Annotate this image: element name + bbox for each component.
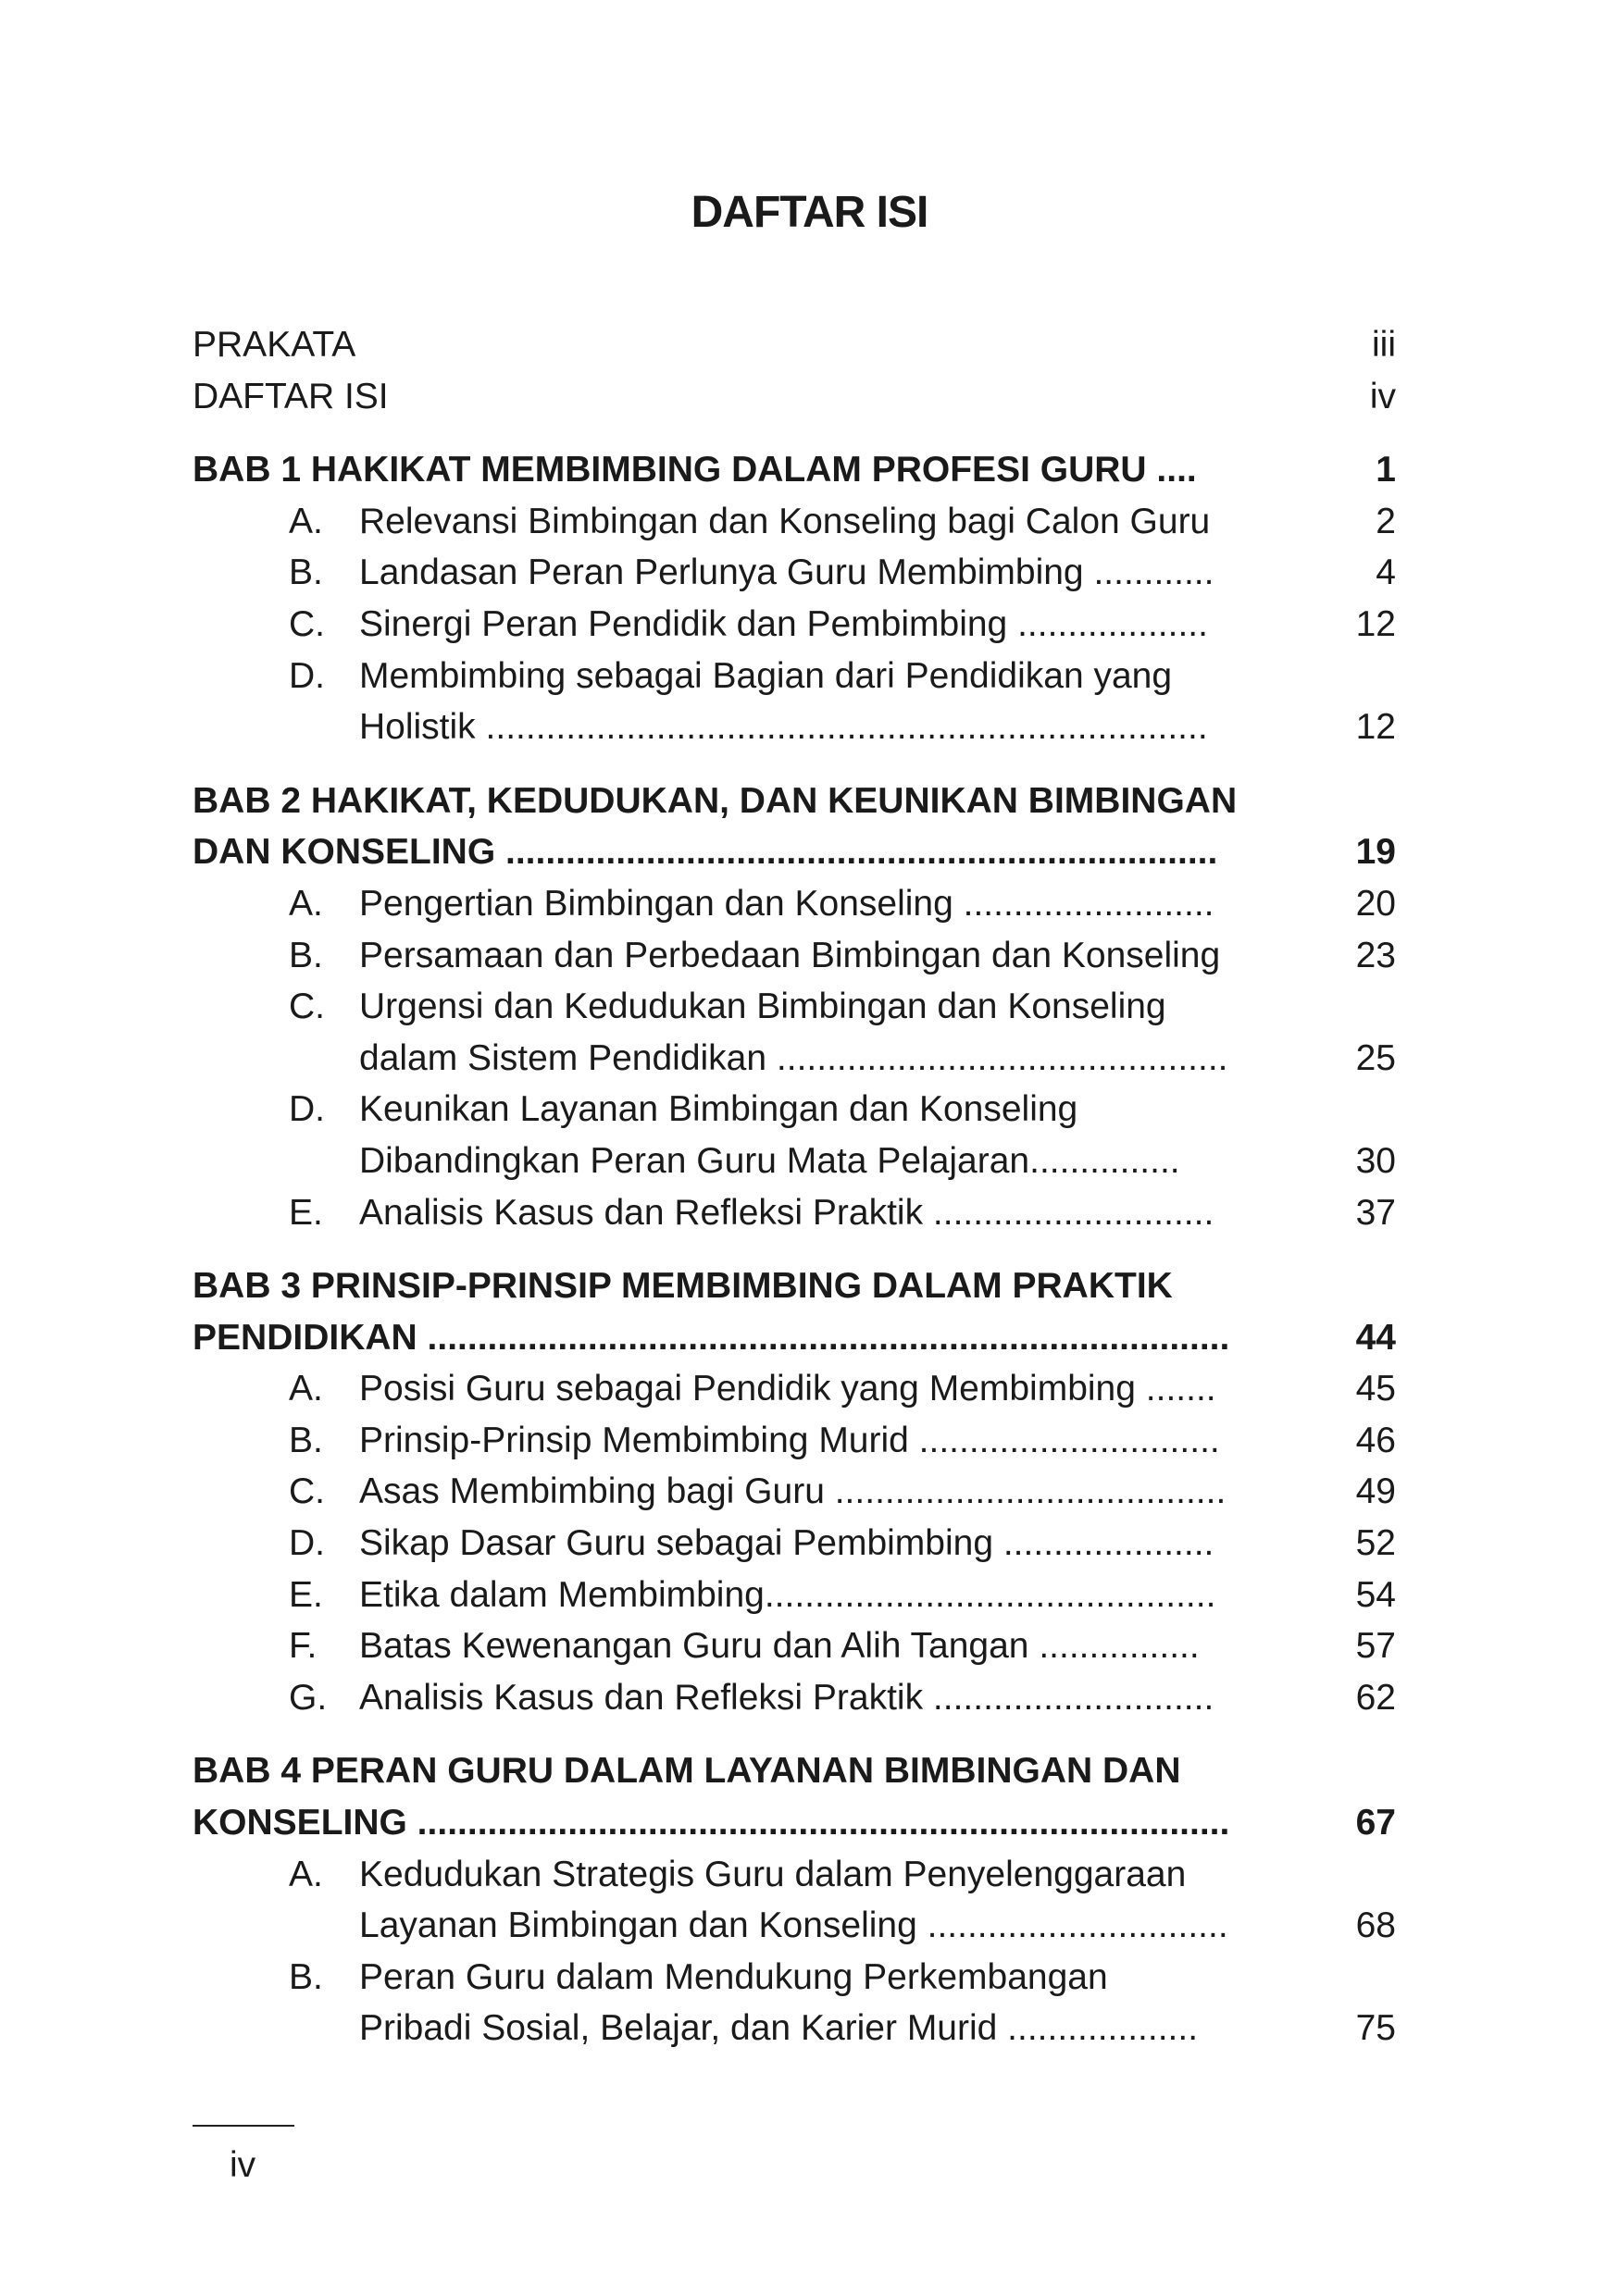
item-letter: D. bbox=[289, 1523, 325, 1564]
item-letter: C. bbox=[289, 1471, 325, 1512]
toc-page-number: 20 bbox=[1355, 883, 1396, 924]
item-letter: A. bbox=[289, 501, 323, 541]
chapter-title-text: BAB 4 PERAN GURU DALAM LAYANAN BIMBINGAN DAN bbox=[193, 1751, 1181, 1792]
toc-page-number: 68 bbox=[1355, 1905, 1396, 1946]
toc-item-line bbox=[193, 1518, 1396, 1570]
toc-entry-front bbox=[193, 319, 1396, 371]
chapter-title-text: PENDIDIKAN ................................................................................ bbox=[193, 1317, 1230, 1358]
toc-entry-text: PRAKATA bbox=[193, 325, 356, 365]
toc-page-number: 46 bbox=[1355, 1420, 1396, 1460]
item-letter: B. bbox=[289, 1420, 323, 1460]
toc-chapter-line bbox=[193, 1312, 1396, 1364]
item-title-text: Sinergi Peran Pendidik dan Pembimbing ................... bbox=[359, 603, 1208, 644]
toc-entry-text: DAFTAR ISI bbox=[193, 376, 389, 416]
toc-page-number: 30 bbox=[1355, 1140, 1396, 1181]
item-letter: F. bbox=[289, 1626, 318, 1667]
toc-page-number: 4 bbox=[1376, 552, 1396, 593]
toc-item-line bbox=[193, 981, 1396, 1033]
toc-item-line bbox=[193, 1363, 1396, 1415]
toc-page-number: iv bbox=[1369, 376, 1396, 416]
item-title-text: Holistik ........................................................................ bbox=[359, 707, 1208, 748]
toc-item-line bbox=[193, 1187, 1396, 1239]
chapter-title-text: DAN KONSELING ....................................................................... bbox=[193, 832, 1218, 873]
toc-entry-front bbox=[193, 371, 1396, 423]
toc-item-line bbox=[193, 1084, 1396, 1136]
item-letter: D. bbox=[289, 655, 325, 696]
chapter-title-text: BAB 2 HAKIKAT, KEDUDUKAN, DAN KEUNIKAN BIMBINGAN bbox=[193, 780, 1238, 821]
footer-page-number: iv bbox=[230, 2145, 256, 2185]
toc-item-line bbox=[193, 701, 1396, 753]
toc-page-number: 75 bbox=[1355, 2008, 1396, 2049]
toc-item-line bbox=[193, 599, 1396, 651]
toc-item-line bbox=[193, 651, 1396, 702]
toc-item-line bbox=[193, 878, 1396, 930]
toc-page-number: 52 bbox=[1355, 1523, 1396, 1564]
item-letter: C. bbox=[289, 603, 325, 644]
chapter-title-text: KONSELING ................................................................................. bbox=[193, 1803, 1230, 1843]
toc-page-number: 49 bbox=[1355, 1471, 1396, 1512]
item-title-text: Sikap Dasar Guru sebagai Pembimbing ..................... bbox=[359, 1523, 1214, 1564]
item-title-text: Membimbing sebagai Bagian dari Pendidikan yang bbox=[359, 655, 1173, 696]
item-title-text: Urgensi dan Kedudukan Bimbingan dan Konseling bbox=[359, 987, 1166, 1027]
item-title-text: Etika dalam Membimbing............................................. bbox=[359, 1574, 1216, 1615]
item-title-text: Landasan Peran Perlunya Guru Membimbing ............ bbox=[359, 552, 1214, 593]
toc-item-line bbox=[193, 547, 1396, 599]
item-letter: D. bbox=[289, 1089, 325, 1130]
toc-item-line bbox=[193, 930, 1396, 982]
toc-item-line bbox=[193, 1136, 1396, 1187]
toc-page-number: 19 bbox=[1355, 832, 1396, 873]
item-title-text: dalam Sistem Pendidikan ............................................. bbox=[359, 1037, 1228, 1078]
item-title-text: Dibandingkan Peran Guru Mata Pelajaran............... bbox=[359, 1140, 1180, 1181]
toc-item-line bbox=[193, 1466, 1396, 1518]
item-letter: A. bbox=[289, 1369, 323, 1409]
toc-page-number: 57 bbox=[1355, 1626, 1396, 1667]
toc-page-number: 44 bbox=[1355, 1317, 1396, 1358]
toc-item-line bbox=[193, 1620, 1396, 1672]
toc-item-line bbox=[193, 1570, 1396, 1621]
item-title-text: Analisis Kasus dan Refleksi Praktik ............................ bbox=[359, 1677, 1214, 1718]
toc-page-number: 25 bbox=[1355, 1037, 1396, 1078]
toc-chapter-line bbox=[193, 1797, 1396, 1849]
item-title-text: Prinsip-Prinsip Membimbing Murid .............................. bbox=[359, 1420, 1220, 1460]
toc-item-line bbox=[193, 1900, 1396, 1952]
toc-item-line bbox=[193, 1849, 1396, 1901]
toc-chapter-line bbox=[193, 826, 1396, 878]
item-letter: A. bbox=[289, 1854, 323, 1894]
item-title-text: Analisis Kasus dan Refleksi Praktik ............................ bbox=[359, 1192, 1214, 1233]
toc-page-number: 12 bbox=[1355, 707, 1396, 748]
item-letter: E. bbox=[289, 1192, 323, 1233]
item-letter: G. bbox=[289, 1677, 328, 1718]
toc-page-number: 2 bbox=[1376, 501, 1396, 541]
toc-item-line bbox=[193, 1415, 1396, 1467]
item-title-text: Pengertian Bimbingan dan Konseling ......................... bbox=[359, 883, 1214, 924]
toc-item-line bbox=[193, 496, 1396, 548]
item-title-text: Pribadi Sosial, Belajar, dan Karier Murid ................... bbox=[359, 2008, 1199, 2049]
toc-chapter-line bbox=[193, 776, 1396, 827]
toc-item-line bbox=[193, 1952, 1396, 2004]
item-title-text: Asas Membimbing bagi Guru ....................................... bbox=[359, 1471, 1227, 1512]
toc-page-number: 12 bbox=[1355, 603, 1396, 644]
item-title-text: Keunikan Layanan Bimbingan dan Konseling bbox=[359, 1089, 1078, 1130]
item-title-text: Relevansi Bimbingan dan Konseling bagi Calon Guru bbox=[359, 501, 1211, 541]
item-title-text: Layanan Bimbingan dan Konseling .............................. bbox=[359, 1905, 1228, 1946]
item-title-text: Kedudukan Strategis Guru dalam Penyelenggaraan bbox=[359, 1854, 1187, 1894]
item-title-text: Persamaan dan Perbedaan Bimbingan dan Konseling bbox=[359, 935, 1221, 975]
item-title-text: Batas Kewenangan Guru dan Alih Tangan ................ bbox=[359, 1626, 1200, 1667]
item-letter: B. bbox=[289, 1956, 323, 1997]
item-letter: B. bbox=[289, 935, 323, 975]
footer-rule bbox=[193, 2125, 294, 2127]
item-letter: A. bbox=[289, 883, 323, 924]
page-title: DAFTAR ISI bbox=[691, 188, 928, 237]
item-letter: B. bbox=[289, 552, 323, 593]
toc-item-line bbox=[193, 1033, 1396, 1085]
item-letter: C. bbox=[289, 987, 325, 1027]
table-of-contents bbox=[193, 319, 1396, 2054]
toc-page-number: 1 bbox=[1376, 450, 1396, 490]
toc-chapter-line bbox=[193, 444, 1396, 496]
toc-page-number: iii bbox=[1372, 325, 1396, 365]
toc-chapter-line bbox=[193, 1260, 1396, 1312]
toc-page-number: 54 bbox=[1355, 1574, 1396, 1615]
toc-page-number: 45 bbox=[1355, 1369, 1396, 1409]
toc-page-number: 67 bbox=[1355, 1803, 1396, 1843]
toc-item-line bbox=[193, 1672, 1396, 1724]
toc-page-number: 23 bbox=[1355, 935, 1396, 975]
chapter-title-text: BAB 1 HAKIKAT MEMBIMBING DALAM PROFESI GURU .... bbox=[193, 450, 1197, 490]
chapter-title-text: BAB 3 PRINSIP-PRINSIP MEMBIMBING DALAM PRAKTIK bbox=[193, 1266, 1173, 1307]
toc-item-line bbox=[193, 2003, 1396, 2054]
toc-chapter-line bbox=[193, 1745, 1396, 1797]
item-letter: E. bbox=[289, 1574, 323, 1615]
toc-page-number: 37 bbox=[1355, 1192, 1396, 1233]
toc-page-number: 62 bbox=[1355, 1677, 1396, 1718]
item-title-text: Peran Guru dalam Mendukung Perkembangan bbox=[359, 1956, 1108, 1997]
item-title-text: Posisi Guru sebagai Pendidik yang Membimbing ....... bbox=[359, 1369, 1216, 1409]
